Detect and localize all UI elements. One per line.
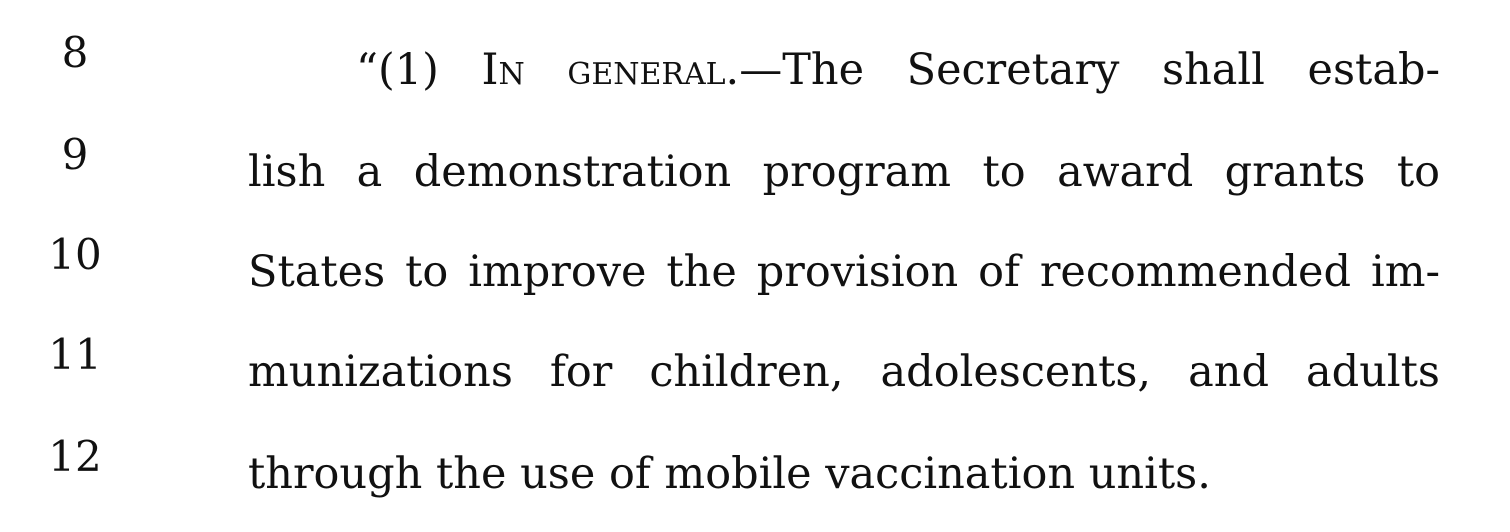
- line-text: munizations for children, adolescents, and adults: [248, 347, 1440, 397]
- line-text: [356, 40, 1440, 100]
- line-number: 10: [48, 230, 102, 279]
- line-text: lish a demonstration program to award grants to: [248, 147, 1440, 197]
- line-number: 9: [61, 130, 89, 179]
- section-heading: In general.: [481, 45, 740, 95]
- document-line: [0, 28, 1510, 128]
- line-text: States to improve the provision of recommended im-: [248, 247, 1440, 297]
- line-number: 8: [61, 28, 89, 77]
- document-line: [0, 432, 1510, 532]
- line-content: —The Secretary shall estab-: [739, 45, 1441, 95]
- line-number: 11: [48, 330, 102, 379]
- line-number: 12: [48, 432, 102, 481]
- document-line: [0, 130, 1510, 230]
- document-line: [0, 230, 1510, 330]
- document-line: [0, 330, 1510, 430]
- line-text: through the use of mobile vaccination units.: [248, 449, 1211, 499]
- paragraph-lead: “(1): [356, 45, 482, 95]
